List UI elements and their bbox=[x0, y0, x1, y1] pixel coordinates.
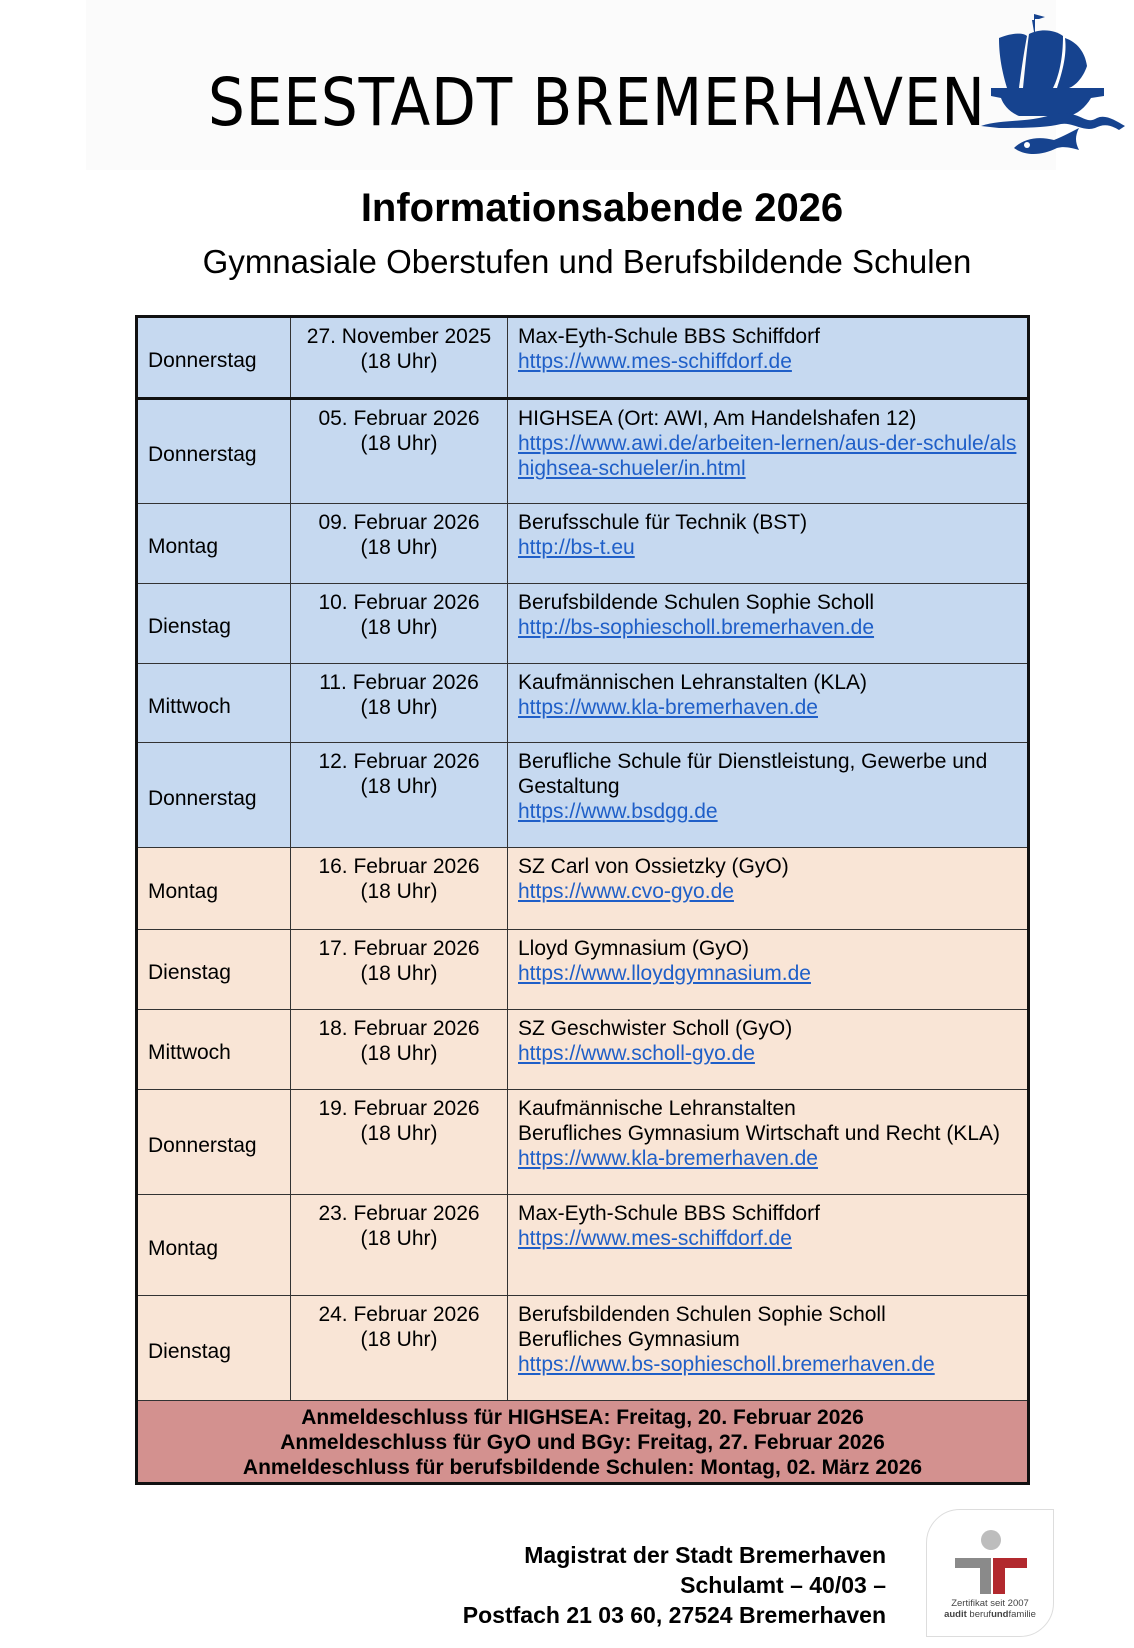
certificate-line2 bbox=[927, 1609, 1053, 1620]
weekday-cell: Mittwoch bbox=[137, 664, 291, 743]
school-name: Max-Eyth-Schule BBS Schiffdorf bbox=[518, 325, 820, 348]
school-name: Berufsschule für Technik (BST) bbox=[518, 511, 808, 534]
event-date: 12. Februar 2026 bbox=[318, 750, 480, 773]
page-title: Informationsabende 2026 bbox=[360, 186, 844, 230]
event-date: 18. Februar 2026 bbox=[318, 1017, 480, 1040]
event-time: (18 Uhr) bbox=[360, 696, 438, 719]
weekday-cell: Donnerstag bbox=[137, 399, 291, 504]
event-date: 05. Februar 2026 bbox=[318, 407, 480, 430]
school-website-link[interactable]: http://bs-sophiescholl.bremerhaven.de bbox=[518, 616, 875, 639]
event-row bbox=[137, 317, 1029, 399]
school-website-link[interactable]: https://www.kla-bremerhaven.de bbox=[518, 1147, 818, 1170]
school-cell bbox=[508, 848, 1029, 930]
school-cell bbox=[508, 504, 1029, 584]
deadline-row bbox=[137, 1401, 1029, 1484]
weekday-cell: Donnerstag bbox=[137, 743, 291, 848]
school-website-link[interactable]: https://www.bs-sophiescholl.bremerhaven.de bbox=[518, 1353, 935, 1376]
school-name: Berufliches Gymnasium bbox=[518, 1328, 740, 1351]
school-name: Berufliches Gymnasium Wirtschaft und Recht (KLA) bbox=[518, 1122, 1000, 1145]
event-row bbox=[137, 1195, 1029, 1296]
date-cell bbox=[291, 584, 508, 664]
footer-line: Schulamt – 40/03 – bbox=[680, 1572, 886, 1598]
school-cell bbox=[508, 1090, 1029, 1195]
date-cell bbox=[291, 1195, 508, 1296]
event-row bbox=[137, 1296, 1029, 1401]
school-website-link[interactable]: https://www.kla-bremerhaven.de bbox=[518, 696, 818, 719]
event-date: 16. Februar 2026 bbox=[318, 855, 480, 878]
school-cell bbox=[508, 1195, 1029, 1296]
event-date: 11. Februar 2026 bbox=[319, 671, 479, 694]
event-row bbox=[137, 584, 1029, 664]
event-row bbox=[137, 930, 1029, 1010]
event-date: 24. Februar 2026 bbox=[318, 1303, 480, 1326]
cert-audit: audit bbox=[944, 1609, 967, 1620]
deadlines-cell bbox=[137, 1401, 1029, 1484]
school-name: Berufliche Schule für Dienstleistung, Gewerbe und Gestaltung bbox=[518, 750, 988, 798]
school-name: Kaufmännischen Lehranstalten (KLA) bbox=[518, 671, 868, 694]
date-cell bbox=[291, 743, 508, 848]
event-date: 09. Februar 2026 bbox=[318, 511, 480, 534]
event-time: (18 Uhr) bbox=[360, 432, 438, 455]
certificate-text bbox=[927, 1598, 1053, 1620]
footer-line: Magistrat der Stadt Bremerhaven bbox=[524, 1542, 886, 1568]
school-cell bbox=[508, 399, 1029, 504]
school-name: SZ Carl von Ossietzky (GyO) bbox=[518, 855, 789, 878]
school-cell bbox=[508, 1010, 1029, 1090]
page-subtitle: Gymnasiale Oberstufen und Berufsbildende Schulen bbox=[202, 243, 972, 280]
school-website-link[interactable]: http://bs-t.eu bbox=[518, 536, 635, 559]
school-website-link[interactable]: https://www.cvo-gyo.de bbox=[518, 880, 734, 903]
event-date: 23. Februar 2026 bbox=[318, 1202, 480, 1225]
school-cell bbox=[508, 930, 1029, 1010]
school-website-link[interactable]: https://www.scholl-gyo.de bbox=[518, 1042, 755, 1065]
cert-und: und bbox=[991, 1609, 1009, 1620]
date-cell bbox=[291, 664, 508, 743]
event-time: (18 Uhr) bbox=[360, 880, 438, 903]
school-name: Kaufmännische Lehranstalten bbox=[518, 1097, 796, 1120]
date-cell bbox=[291, 504, 508, 584]
weekday-cell: Donnerstag bbox=[137, 317, 291, 399]
school-website-link[interactable]: https://www.bsdgg.de bbox=[518, 800, 718, 823]
date-cell bbox=[291, 317, 508, 399]
cert-beruf: beruf bbox=[966, 1609, 992, 1620]
date-cell bbox=[291, 1296, 508, 1401]
school-name: Lloyd Gymnasium (GyO) bbox=[518, 937, 750, 960]
date-cell bbox=[291, 399, 508, 504]
event-time: (18 Uhr) bbox=[360, 536, 438, 559]
event-row bbox=[137, 664, 1029, 743]
events-table bbox=[135, 315, 1030, 1485]
school-cell bbox=[508, 743, 1029, 848]
school-website-link[interactable]: https://www.mes-schiffdorf.de bbox=[518, 350, 792, 373]
school-website-link[interactable]: https://www.mes-schiffdorf.de bbox=[518, 1227, 792, 1250]
footer-line: Postfach 21 03 60, 27524 Bremerhaven bbox=[462, 1602, 886, 1628]
certificate-line1: Zertifikat seit 2007 bbox=[951, 1598, 1029, 1609]
audit-certificate-badge bbox=[926, 1509, 1054, 1637]
weekday-cell: Mittwoch bbox=[137, 1010, 291, 1090]
event-row bbox=[137, 743, 1029, 848]
weekday-cell: Dienstag bbox=[137, 930, 291, 1010]
berufundfamilie-logo-icon bbox=[955, 1528, 1027, 1594]
deadline-highsea: Anmeldeschluss für HIGHSEA: Freitag, 20. Februar 2026 bbox=[301, 1406, 864, 1429]
school-cell bbox=[508, 1296, 1029, 1401]
footer-address bbox=[463, 1540, 886, 1630]
ship-logo-icon bbox=[979, 8, 1129, 160]
event-time: (18 Uhr) bbox=[360, 775, 438, 798]
date-cell bbox=[291, 1090, 508, 1195]
school-cell bbox=[508, 584, 1029, 664]
event-time: (18 Uhr) bbox=[360, 616, 438, 639]
deadline-bbs: Anmeldeschluss für berufsbildende Schulen: Montag, 02. März 2026 bbox=[242, 1456, 923, 1479]
event-time: (18 Uhr) bbox=[360, 1328, 438, 1351]
school-name: Berufsbildende Schulen Sophie Scholl bbox=[518, 591, 875, 614]
school-cell bbox=[508, 317, 1029, 399]
weekday-cell: Montag bbox=[137, 848, 291, 930]
event-date: 17. Februar 2026 bbox=[318, 937, 480, 960]
event-row bbox=[137, 1010, 1029, 1090]
school-website-link[interactable]: https://www.lloydgymnasium.de bbox=[518, 962, 811, 985]
event-time: (18 Uhr) bbox=[360, 962, 438, 985]
school-website-link[interactable]: https://www.awi.de/arbeiten-lernen/aus-der-schule/alshighsea-schueler/in.html bbox=[518, 432, 1017, 480]
weekday-cell: Montag bbox=[137, 1195, 291, 1296]
date-cell bbox=[291, 930, 508, 1010]
event-row bbox=[137, 504, 1029, 584]
weekday-cell: Dienstag bbox=[137, 1296, 291, 1401]
weekday-cell: Donnerstag bbox=[137, 1090, 291, 1195]
event-time: (18 Uhr) bbox=[360, 1122, 438, 1145]
school-name: SZ Geschwister Scholl (GyO) bbox=[518, 1017, 793, 1040]
event-time: (18 Uhr) bbox=[360, 350, 438, 373]
letterhead bbox=[86, 0, 1056, 170]
school-name: HIGHSEA (Ort: AWI, Am Handelshafen 12) bbox=[518, 407, 917, 430]
weekday-cell: Dienstag bbox=[137, 584, 291, 664]
event-time: (18 Uhr) bbox=[360, 1227, 438, 1250]
event-time: (18 Uhr) bbox=[360, 1042, 438, 1065]
brand-name: SEESTADT BREMERHAVEN bbox=[208, 64, 986, 141]
event-row bbox=[137, 1090, 1029, 1195]
deadline-gyo-bgy: Anmeldeschluss für GyO und BGy: Freitag, 27. Februar 2026 bbox=[280, 1431, 885, 1454]
event-row bbox=[137, 848, 1029, 930]
school-name: Max-Eyth-Schule BBS Schiffdorf bbox=[518, 1202, 820, 1225]
date-cell bbox=[291, 1010, 508, 1090]
weekday-cell: Montag bbox=[137, 504, 291, 584]
school-cell bbox=[508, 664, 1029, 743]
cert-familie: familie bbox=[1008, 1609, 1036, 1620]
event-row bbox=[137, 399, 1029, 504]
event-date: 10. Februar 2026 bbox=[318, 591, 480, 614]
date-cell bbox=[291, 848, 508, 930]
school-name: Berufsbildenden Schulen Sophie Scholl bbox=[518, 1303, 886, 1326]
event-date: 27. November 2025 bbox=[306, 325, 492, 348]
event-date: 19. Februar 2026 bbox=[318, 1097, 480, 1120]
